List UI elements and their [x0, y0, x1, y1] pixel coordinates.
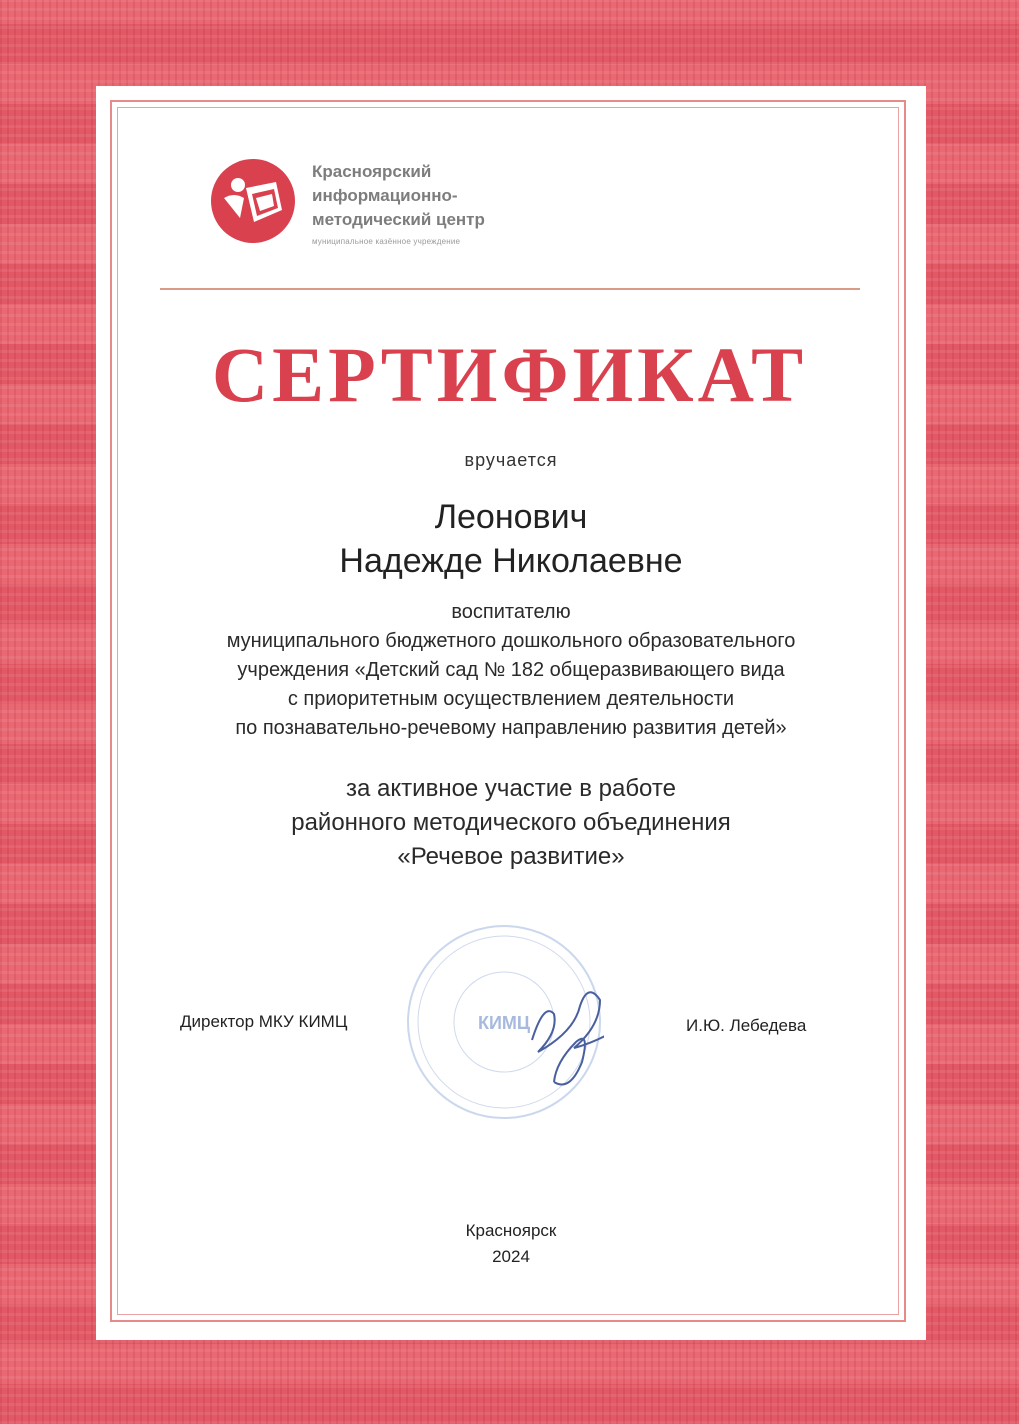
- presented-label: вручается: [464, 450, 558, 470]
- recipient-description: [96, 598, 926, 743]
- header-divider: [160, 288, 860, 290]
- stamp-text: КИМЦ: [477, 1013, 531, 1033]
- recipient-name: Надежде Николаевне: [339, 542, 683, 580]
- director-position: Директор МКУ КИМЦ: [180, 1012, 348, 1031]
- director-name: И.Ю. Лебедева: [686, 1016, 807, 1035]
- recipient-surname: Леонович: [434, 498, 588, 536]
- org-subtitle: муниципальное казённое учреждение: [312, 237, 461, 246]
- org-name-line: Красноярский: [312, 162, 432, 181]
- org-name-line: методический центр: [312, 210, 485, 229]
- award-reason: [96, 772, 926, 874]
- org-name: [312, 160, 485, 232]
- signature-scribble: [532, 992, 604, 1052]
- description-line: по познавательно-речевому направлению развития детей»: [235, 717, 787, 739]
- official-stamp: [404, 922, 604, 1122]
- kimc-logo-icon: [210, 158, 296, 244]
- reason-line: «Речевое развитие»: [397, 843, 625, 870]
- description-line: воспитателю: [451, 601, 571, 623]
- reason-line: районного методического объединения: [291, 809, 731, 836]
- footer-city: Красноярск: [465, 1221, 557, 1240]
- footer-place-date: [96, 1218, 926, 1270]
- org-name-line: информационно-: [312, 186, 458, 205]
- footer-year: 2024: [492, 1247, 530, 1266]
- certificate-title: СЕРТИФИКАТ: [211, 331, 808, 418]
- reason-line: за активное участие в работе: [346, 775, 676, 802]
- description-line: учреждения «Детский сад № 182 общеразвивающего вида: [237, 659, 785, 681]
- description-line: муниципального бюджетного дошкольного образовательного: [226, 630, 796, 652]
- description-line: с приоритетным осуществлением деятельности: [287, 688, 735, 710]
